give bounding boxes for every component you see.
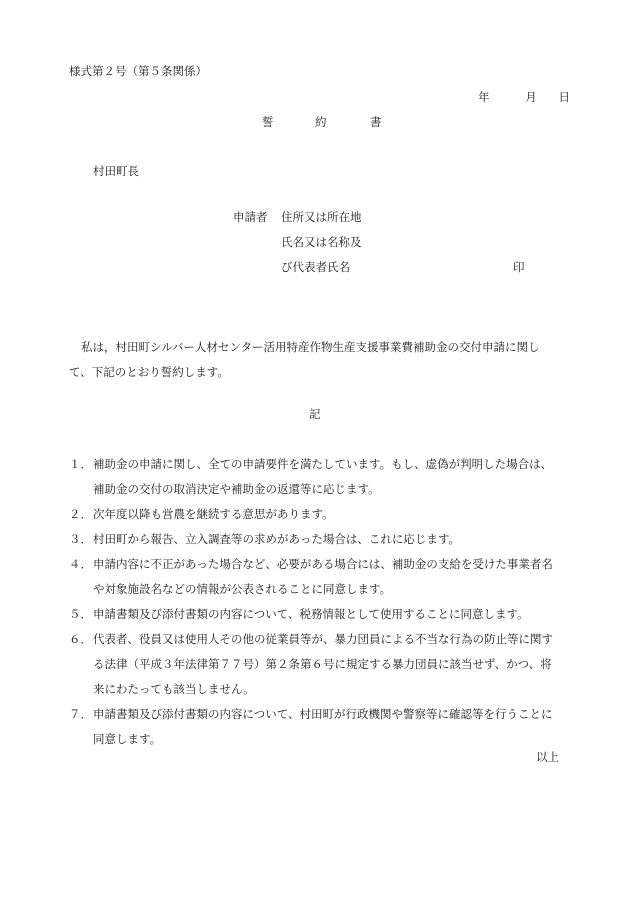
list-item-text: 次年度以降も営農を継続する意思があります。 [93,507,334,521]
list-item-text: 申請書類及び添付書類の内容について、税務情報として使用することに同意します。 [93,607,529,621]
list-item [69,702,563,752]
list-item-number: ２． [69,507,92,521]
list-item-text: 代表者、役員又は使用人その他の従業員等が、暴力団員による不当な行為の防止等に関する法律（平成３年法律第７７号）第２条第６号に規定する暴力団員に該当せず、かつ、将来にわたっても該当しません。 [93,632,553,696]
list-item-text: 申請内容に不正があった場合など、必要がある場合には、補助金の支給を受けた事業者名や対象施設名などの情報が公表されることに同意します。 [93,557,553,596]
date-month: 月 [525,90,537,104]
list-item [69,452,563,502]
applicant-address-label: 住所又は所在地 [281,210,362,224]
list-item-text: 村田町から報告、立入調査等の求めがあった場合は、これに応じます。 [93,532,460,546]
list-item-text: 申請書類及び添付書類の内容について、村田町が行政機関や警察等に確認等を行うことに同意します。 [93,707,553,746]
list-item-number: ３． [69,532,92,546]
date-day: 日 [558,90,570,104]
title-char-2: 約 [315,115,327,129]
list-item-text: 補助金の申請に関し、全ての申請要件を満たしています。もし、虚偽が判明した場合は、補助金の交付の取消決定や補助金の返還等に応じます。 [93,457,553,496]
intro-paragraph: 私は，村田町シルバー人材センター活用特産作物生産支援事業費補助金の交付申請に関して、下記のとおり誓約します。 [69,340,540,379]
ki-heading: 記 [309,407,321,421]
title-char-1: 誓 [262,115,274,129]
list-item [69,627,563,702]
form-number: 様式第２号（第５条関係） [69,64,207,78]
list-item [69,502,563,527]
list-item-number: ７． [69,707,92,721]
applicant-label: 申請者 [233,210,268,224]
date-year: 年 [478,90,490,104]
date-line [478,92,570,104]
list-item [69,602,563,627]
recipient: 村田町長 [93,164,139,178]
applicant-name-label: 氏名又は名称及 [281,235,362,249]
applicant-representative-label: び代表者氏名 [281,260,350,274]
document-title [262,117,382,129]
list-item-number: ６． [69,632,92,646]
list-item-number: ４． [69,557,92,571]
list-item-number: １． [69,457,92,471]
list-item-number: ５． [69,607,92,621]
seal-mark: 印 [513,260,525,274]
list-item [69,552,563,602]
title-char-3: 書 [370,115,382,129]
list-item [69,527,563,552]
closing-mark: 以上 [536,750,559,764]
